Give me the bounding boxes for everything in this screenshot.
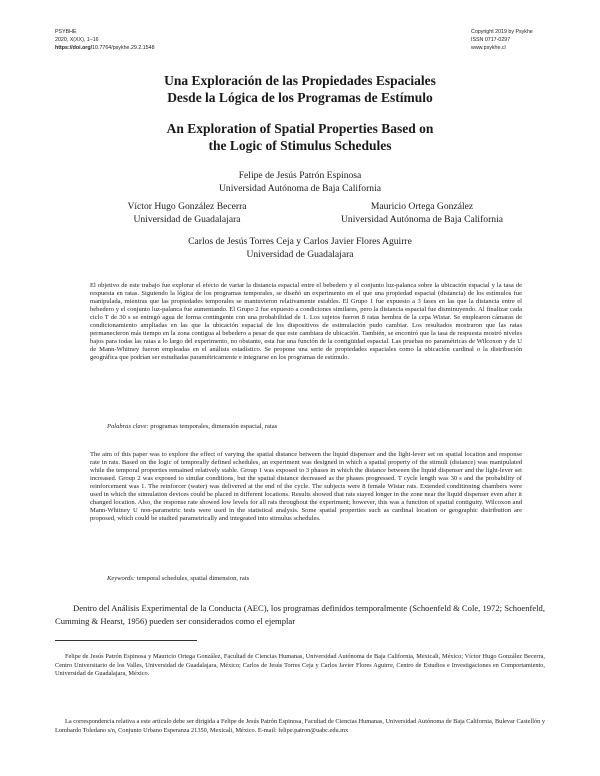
journal-header-right [471, 28, 533, 52]
keywords-label: Keywords: [107, 575, 136, 582]
author-name: Mauricio Ortega González [370, 201, 474, 212]
footnote-correspondence: La correspondencia relativa a este artículo debe ser dirigida a Felipe de Jesús Patrón Espinosa, Facultad de Ciencias Humanas, Universidad Autónoma de Baja California, Bulevar Castellón y Lombardo Toledano s/n, Conjunto Urbano Esperanza 21350, Mexicali, México. E-mail: felipe.patron@uabc.edu.mx [55, 718, 545, 734]
body-paragraph: Dentro del Análisis Experimental de la Conducta (AEC), los programas definidos temporalmente (Schoenfeld & Cole, 1972; Schoenfeld, Cumming & Hearst, 1956) pueden ser considerados como el ejemplar [55, 603, 545, 626]
title-english [0, 120, 600, 154]
author-block-3 [322, 201, 522, 226]
keywords-text: temporal schedules, spatial dimension, rats [135, 575, 250, 582]
copyright-line: Copyright 2019 by Psykhe [471, 29, 533, 35]
abstract-spanish: El objetivo de este trabajo fue explorar el efecto de variar la distancia espacial entre el bebedero y el conjunto luz-palanca sobre la ubicación espacial y la tasa de respuesta en ratas. Siguiendo la lógica de los programas temporales, se diseñó un experimento en el que una propiedad espacial (distancia) de los estímulos fue manipulada, mientras que las propiedades temporales se mantuvieron relativamente estables. El Grupo 1 fue expuesto a 3 fases en las que la distancia entre el bebedero y el conjunto luz-palanca fue aumentando. El Grupo 2 fue expuesto a condiciones similares, pero la distancia espacial fue disminuyendo. Al finalizar cada ciclo T de 30 s se entregó agua de forma contingente con una probabilidad de 1. Los sujetos fueron 8 ratas hembra de la cepa Wistar. Se emplearon cámaras de condicionamiento ampliadas en las que la ubicación espacial de los dispositivos de estimulación pudo cambiar. Los resultados mostraron que las ratas permanecieron más tiempo en la zona contigua al bebedero a pesar de que este cambiara de ubicación. También, se encontró que la tasa de respuesta mostró niveles bajos para todas las ratas a lo largo del experimento, no obstante, esta fue una función de la contigüidad espacial. Las pruebas no paramétricas de Wilcoxon y de U de Mann-Whitney fueron empleadas en el análisis estadístico. Se propone una serie de propiedades espaciales como la ubicación cardinal o la distribución geográfica que podrían ser estudiadas paramétricamente e integrarse en los programas de estímulo. [90, 282, 522, 362]
keywords-spanish [107, 423, 522, 431]
author-affiliation: Universidad de Guadalajara [246, 248, 354, 260]
issn-line: ISSN 0717-0297 [471, 37, 511, 43]
keywords-english [107, 575, 522, 583]
author-affiliation: Universidad Autónoma de Baja California [219, 182, 381, 194]
journal-name: PSYBHE [55, 29, 77, 35]
doi-label[interactable]: https://doi.org/ [55, 45, 93, 51]
title-es-line1: Una Exploración de las Propiedades Espaciales [164, 73, 436, 88]
author-block-4 [0, 236, 600, 261]
site-link[interactable]: www.psykhe.cl [471, 45, 506, 51]
author-affiliation: Universidad Autónoma de Baja California [341, 213, 503, 225]
keywords-label: Palabras clave: [107, 423, 149, 430]
title-en-line2: the Logic of Stimulus Schedules [208, 138, 392, 153]
author-affiliation: Universidad de Guadalajara [133, 213, 241, 225]
author-name: Felipe de Jesús Patrón Espinosa [238, 170, 362, 181]
author-block-1 [0, 170, 600, 195]
title-spanish [0, 72, 600, 106]
title-en-line1: An Exploration of Spatial Properties Based on [166, 121, 434, 136]
volume-line: 2020, X(XX), 1–16 [55, 37, 99, 43]
footnote-affiliations: Felipe de Jesús Patrón Espinosa y Mauricio Ortega González, Facultad de Ciencias Humanas, Universidad Autónoma de Baja California, Mexicali, México; Víctor Hugo González Becerra, Centro Universitario de los Valles, Universidad de Guadalajara, México; Carlos de Jesús Torres Ceja y Carlos Javier Flores Aguirre, Centro de Estudios e Investigaciones en Comportamiento, Universidad de Guadalajara, México. [55, 653, 545, 678]
author-name: Víctor Hugo González Becerra [127, 201, 247, 212]
title-es-line2: Desde la Lógica de los Programas de Estímulo [167, 90, 433, 105]
journal-header-left [55, 28, 155, 52]
doi-line[interactable] [55, 44, 155, 52]
author-block-2 [92, 201, 282, 226]
abstract-english: The aim of this paper was to explore the effect of varying the spatial distance between the liquid dispenser and the light-lever set on spatial location and response rate in rats. Based on the logic of temporally defined schedules, an experiment was designed in which a spatial property of the stimuli (distance) was manipulated while the temporal properties remained relatively stable. Group 1 was exposed to 3 phases in which the distance between the liquid dispenser and the light-lever set increased. Group 2 was exposed to similar conditions, but the spatial distance decreased as the phases progressed. T cycle length was 30 s and the probability of reinforcement was 1. The reinforcer (water) was delivered at the end of the cycle. The subjects were 8 female Wistar rats. Extended conditioning chambers were used in which the stimulation devices could be placed in different locations. Results showed that rats stayed longer in the zone near the liquid dispenser even after it changed location. Also, the response rate showed low levels for all rats throughout the experiment; however, this was a function of spatial contiguity. Wilcoxon and Mann-Whitney U non-parametric tests were used in the statistical analysis. Some spatial properties such as cardinal location or geographic distribution are proposed, which could be studied parametrically and integrated into stimulus schedules. [90, 451, 522, 523]
doi-value[interactable]: 10.7764/psykhe.29.2.1548 [92, 45, 155, 51]
author-name: Carlos de Jesús Torres Ceja y Carlos Javier Flores Aguirre [188, 236, 412, 247]
keywords-text: programas temporales, dimensión espacial, ratas [148, 423, 278, 430]
footnote-divider [55, 640, 197, 641]
